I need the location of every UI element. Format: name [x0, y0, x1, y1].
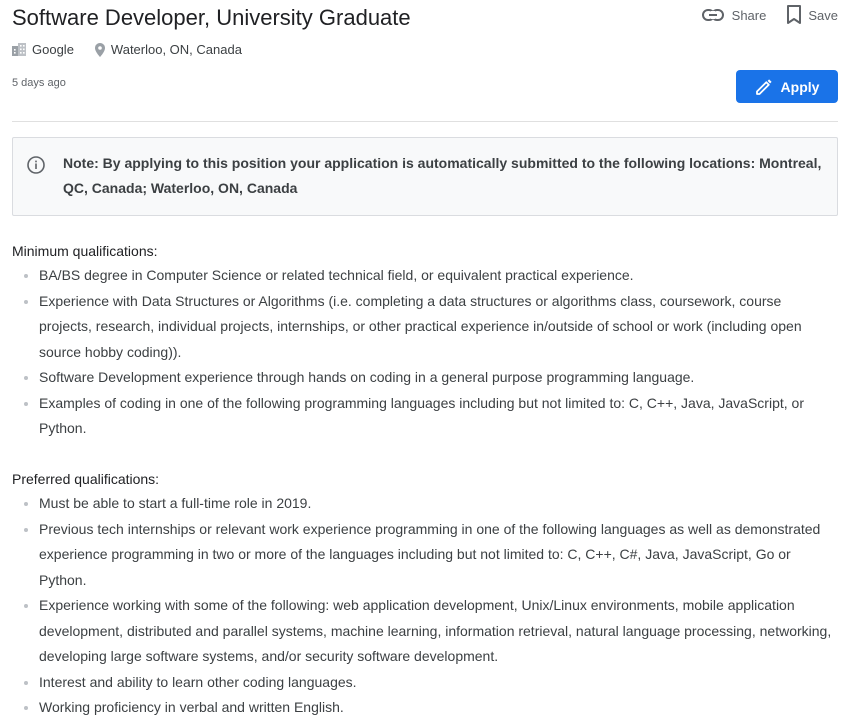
- building-icon: [12, 43, 26, 56]
- minimum-qualifications: [12, 241, 838, 442]
- list-item: Previous tech internships or relevant work experience programming in one of the following languages as well as demonstrated experience programming in two or more of the languages including but not limited to: C, C++, C#, Java, JavaScript, Go or Python.: [12, 517, 838, 594]
- job-actions: [702, 5, 838, 25]
- header-divider: [12, 121, 838, 122]
- preferred-qualifications-list: [12, 491, 838, 721]
- list-item: Experience working with some of the following: web application development, Unix/Linux environments, mobile application development, distributed and parallel systems, machine learning, information retrieval, natural language processing, networking, developing large software systems, and/or security software development.: [12, 593, 838, 670]
- save-button[interactable]: [786, 5, 838, 25]
- list-item: Must be able to start a full-time role in 2019.: [12, 491, 838, 517]
- location-note: [12, 137, 838, 216]
- location-pin-icon: [95, 43, 105, 57]
- list-item: Examples of coding in one of the following programming languages including but not limited to: C, C++, Java, JavaScript, or Python.: [12, 391, 838, 442]
- info-icon: [27, 156, 45, 174]
- save-label: Save: [808, 7, 838, 23]
- minimum-qualifications-list: [12, 263, 838, 442]
- share-label: Share: [731, 7, 767, 23]
- company-name: Google: [32, 42, 74, 57]
- company: [12, 42, 74, 57]
- pencil-icon: [755, 78, 773, 96]
- link-icon: [702, 9, 724, 21]
- location: [95, 42, 242, 57]
- share-button[interactable]: [702, 8, 767, 23]
- bookmark-icon: [786, 5, 802, 25]
- job-meta: [12, 42, 242, 57]
- list-item: Interest and ability to learn other coding languages.: [12, 670, 838, 696]
- list-item: BA/BS degree in Computer Science or related technical field, or equivalent practical experience.: [12, 263, 838, 289]
- note-text: Note: By applying to this position your application is automatically submitted to the following locations: Montreal, QC, Canada; Waterloo, ON, Canada: [63, 155, 822, 196]
- job-title: Software Developer, University Graduate: [12, 5, 411, 30]
- apply-button[interactable]: [736, 70, 838, 103]
- location-name: Waterloo, ON, Canada: [110, 42, 242, 57]
- posted-date: 5 days ago: [12, 77, 66, 89]
- list-item: Experience with Data Structures or Algorithms (i.e. completing a data structures or algorithms class, coursework, course projects, research, individual projects, internships, or other practical experience in/outside of school or work (including open source hobby coding)).: [12, 289, 838, 366]
- minimum-qualifications-heading: Minimum qualifications:: [12, 243, 158, 259]
- list-item: Working proficiency in verbal and written English.: [12, 695, 838, 721]
- preferred-qualifications-heading: Preferred qualifications:: [12, 471, 160, 487]
- apply-label: Apply: [780, 78, 820, 95]
- preferred-qualifications: [12, 469, 838, 721]
- list-item: Software Development experience through hands on coding in a general purpose programming language.: [12, 365, 838, 391]
